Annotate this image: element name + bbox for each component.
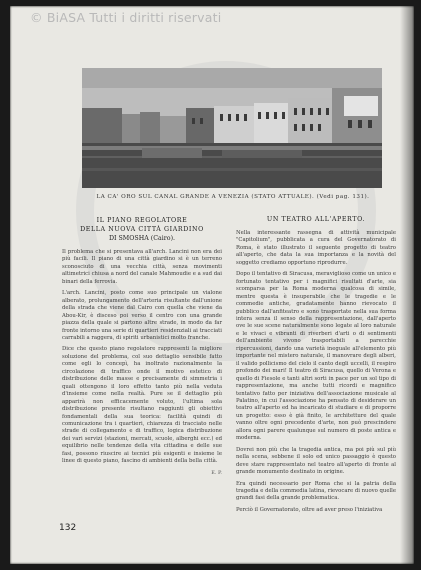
photo-illustration (82, 68, 382, 188)
scanned-page (10, 6, 414, 564)
article-paragraph: Dice che questo piano regolatore rappresenti la migliore soluzione del problema, col suo dettaglio sensibile fatto come egli lo concepì, ha inoltrato razionalmente la circolazione di traffico onde il motivo estetico di distribuzione delle masse e precisamente di simmetria i quali ottengono il loro effetto tanto più nella veduta d'insieme come nella realtà. Pure se il dettaglio più apparirà non efficacemente voluto, l'ultima sola distribuzione presente risultano raggiunti gli obiettivi fondamentali della sua teorica: facilità quindi di comunicazione tra i quartieri, chiarezza di tracciato nelle strade di collegamento e di traffico, logica distribuzione dei vari servizi (stazioni, mercati, scuole, alberghi ecc.) ed equilibrio nelle tendenze della vita cittadina e delle sue fasi, possono riuscire ai tecnici più esigenti e insieme le linee di questo piano, fascino di ambienti della bella città. (62, 346, 222, 465)
article-signoff: E. P. (211, 469, 222, 476)
binding-shadow (400, 6, 414, 564)
article-left-column (62, 216, 222, 476)
article-paragraph: Dovrei non più che la tragedia antica, ma poi più sul più nella scena, sebbene il solo ed unico passaggio è questo deve stare rappresentato nel teatro all'aperto di fronte al grande monumento destinato in origine. (236, 446, 396, 476)
article-paragraph: Era quindi necessario per Roma che si la patria della tragedia e della commedia latina, rievocare di nuovo quelle grandi fasi della grande problematica. (236, 480, 396, 502)
article-heading-line-2: DELLA NUOVA CITTÀ GIARDINO (80, 226, 204, 233)
page-number: 132 (59, 523, 77, 533)
article-byline: DI SMOSHA (Cairo). (108, 235, 176, 242)
article-paragraph: L'arch. Lancini, posto come suo principale un vialone alberato, prolungamento dell'arteria risultante dall'unione della strada che viene dal Cairo con quella che viene da Abou-Kir, è disceso poi verso il centro con una grande piazza della quale si partono altre strade, in modo da far fronte intorno una serie di quartieri residenziali ai tracciati carrabili a raggera, di spiriti urbanistici molto franche. (62, 290, 222, 341)
article-right-column (236, 216, 396, 518)
figure-caption: LA CA' ORO SUL CANAL GRANDE A VENEZIA (STATO ATTUALE). (Vedi pag. 131). (96, 194, 370, 200)
article-heading-right: UN TEATRO ALL'APERTO. (266, 216, 366, 223)
article-paragraph: Il problema che si presentava all'arch. Lancini non era dei più facili. Il piano di una città giardino si è un terreno sconosciuto di una vecchia città, senza movimenti altimetrici chiusa a nord del canale Mahmoudie e a sud dai binari della ferrovia. (62, 249, 222, 285)
article-paragraph: Perciò il Governatorato, oltre ad aver preso l'iniziativa (236, 506, 383, 513)
article-paragraph: Dopo il tentativo di Siracusa, meraviglioso come un unico e fortunato tentativo per i magnifici risultati d'arte, sia scomparsa per la Roma moderna qualcosa di simile, mentre questa è insuperabile che le tragedie e le commedie antiche, gradatamente hanno rievocato il pubblico dall'anfiteatro e sono trasportate nella sua forma intera senza il senso della rappresentazione, dall'aperto ove le sue scene naturalmente sono legate al loro naturale e le vivaci e vibranti di riverberi d'arti o di sentimenti dell'ambiente vivono trasportabili a parecchie ripercussioni, dando una varietà ineguale all'elemento più importante nel mistero naturale, il manovrare degli alberi, il valido pollicismo del cielo il canto degli uccelli, il respiro profondo dei mari! Il teatro di Siracusa, quello di Verona e quello di Fiesole e tanti altri sorti in pace per un sol tipo di rappresentazione, ma anche tutti ricordi e magnifico tentativo fatto per iniziativa dell'associazione musicale al Palatino, in cui l'associazione ha pensato di desiderare un teatro all'aperto ed ha incaricato di studiare e di proporre un progetto: esso è già finito, le architetture del quale vanno oltre ogni precedente d'arte, non può prescindere allora ogni parere qualunque sul numero di poste antica e moderna. (236, 271, 396, 442)
article-paragraph: Nella interessante rassegna di attività municipale "Capitolium", pubblicata a cura del Governatorato di Roma, è stato illustrato il seguente progetto di teatro all'aperto, che data la sua importanza e la novità del soggetto crediamo opportuno riprodurre. (236, 230, 396, 266)
photograph-venice-canal (82, 68, 382, 188)
watermark-text: © BiASA Tutti i diritti riservati (30, 10, 222, 25)
article-heading-line-1: IL PIANO REGOLATORE (96, 217, 188, 224)
